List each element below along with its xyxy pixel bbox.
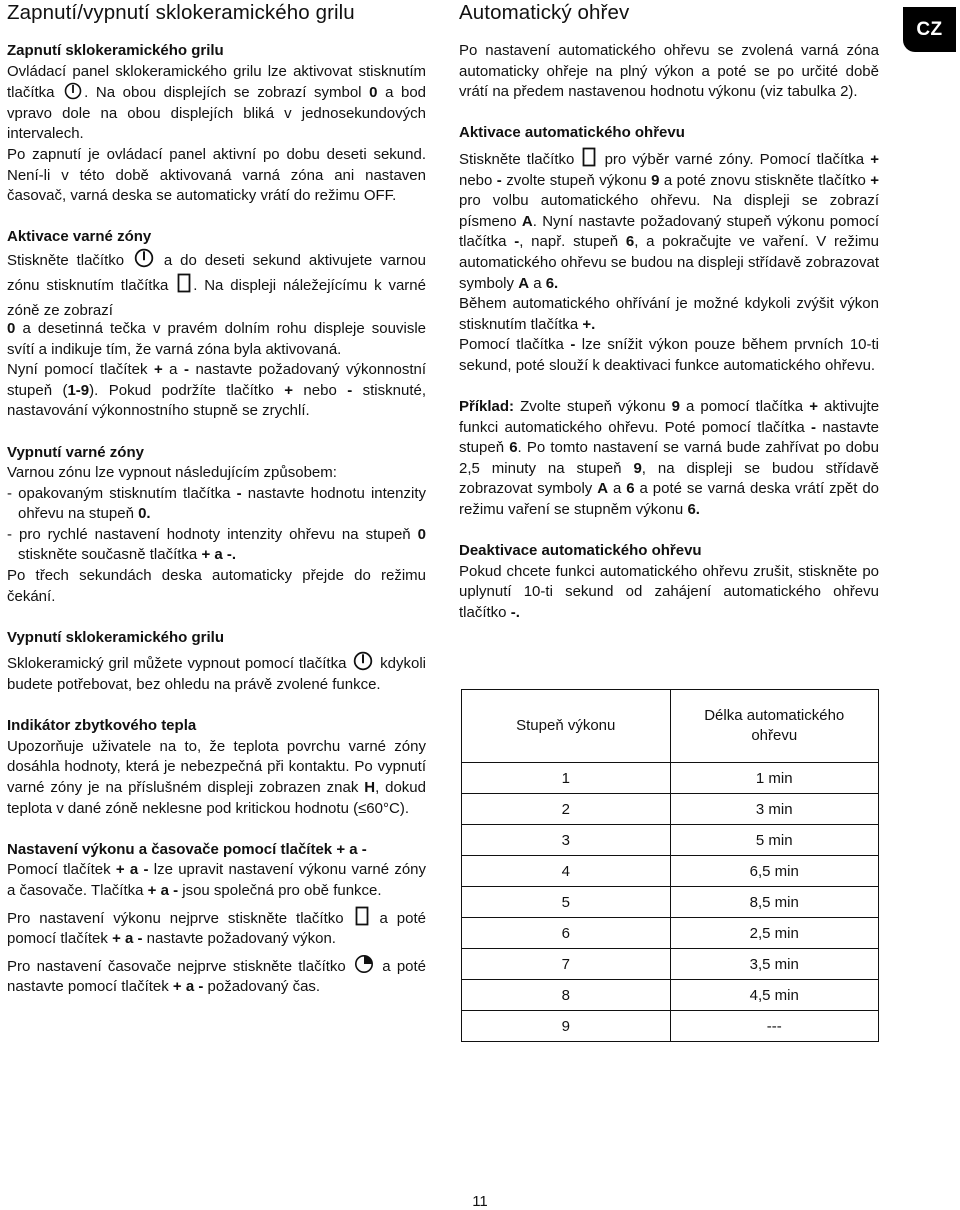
language-badge: CZ: [903, 7, 956, 52]
list-item: - pro rychlé nastavení hodnoty intenzity ohřevu na stupeň 0 stiskněte současně tlačítka + a -.: [7, 525, 426, 564]
power-icon: [64, 82, 82, 100]
table-cell: 2: [462, 794, 671, 825]
table-header-row: [462, 690, 879, 763]
table-header-cell: Délka automatického ohřevu: [670, 690, 879, 763]
paragraph: Po zapnutí je ovládací panel aktivní po dobu deseti sekund. Není-li v této době aktivovaná varná zóna ani nastaven časovač, varná deska se automaticky vrátí do režimu OFF.: [7, 145, 426, 205]
table-row: [462, 980, 879, 1011]
table-cell: 5 min: [670, 825, 879, 856]
paragraph: Upozorňuje uživatele na to, že teplota povrchu varné zóny dosáhla hodnoty, která je nebezpečná při kontaktu. Po vypnutí varné zóny je na příslušném displeji zobrazen znak H, dokud teplota v dané zóně neklesne pod kritickou hodnotu (≤60°C).: [7, 737, 426, 817]
table-cell: 3: [462, 825, 671, 856]
table-row: [462, 887, 879, 918]
table-row: [462, 794, 879, 825]
table-cell: 8,5 min: [670, 887, 879, 918]
power-icon: [134, 248, 154, 268]
table-cell: 1: [462, 763, 671, 794]
zone-select-icon: [582, 147, 596, 167]
paragraph: Pomocí tlačítek + a - lze upravit nastavení výkonu varné zóny a časovače. Tlačítka + a - jsou společná pro obě funkce.: [7, 861, 427, 899]
table-row: [462, 825, 879, 856]
paragraph: Nyní pomocí tlačítek + a - nastavte požadovaný výkonnostní stupeň (1-9). Pokud podržíte tlačítko + nebo - stisknuté, nastavování výkonnostního stupně se zrychlí.: [7, 361, 427, 420]
paragraph: Během automatického ohřívání je možné kdykoli zvýšit výkon stisknutím tlačítka +.: [459, 295, 879, 333]
table-cell: 4,5 min: [670, 980, 879, 1011]
paragraph: Ovládací panel sklokeramického grilu lze aktivovat stisknutím tlačítka . Na obou displejích se zobrazí symbol 0 a bod vpravo dole na obou displejích bliká v jednosekundových intervalech.: [7, 62, 427, 143]
zone-select-icon: [355, 906, 369, 926]
paragraph: Stiskněte tlačítko pro výběr varné zóny. Pomocí tlačítka + nebo - zvolte stupeň výkonu 9 a poté znovu stiskněte tlačítko + pro volbu automatického ohřevu. Na displeji se zobrazí písmeno A. Nyní nastavte požadovaný stupeň výkonu pomocí tlačítka -, např. stupeň 6, a pokračujte ve vaření. V režimu automatického ohřevu se budou na displeji střídavě zobrazovat symboly A a 6.: [459, 147, 879, 294]
section-heading-auto-activation: Aktivace automatického ohřevu: [459, 124, 685, 142]
auto-heat-table: [461, 689, 879, 1042]
table-cell: 6: [462, 918, 671, 949]
table-cell: 1 min: [670, 763, 879, 794]
zone-select-icon: [177, 273, 191, 293]
paragraph: 0 a desetinná tečka v pravém dolním rohu displeje souvisle svítí a indikuje tím, že varná zóna byla aktivovaná.: [7, 319, 426, 358]
table-row: [462, 856, 879, 887]
table-row: [462, 949, 879, 980]
table-cell: 8: [462, 980, 671, 1011]
table-cell: 3 min: [670, 794, 879, 825]
page-number: 11: [472, 1193, 488, 1210]
table-cell: 2,5 min: [670, 918, 879, 949]
list-item: - opakovaným stisknutím tlačítka - nastavte hodnotu intenzity ohřevu na stupeň 0.: [7, 484, 426, 523]
section-heading-power-timer: Nastavení výkonu a časovače pomocí tlačítek + a -: [7, 840, 367, 858]
left-column: [7, 0, 426, 998]
section-heading-zone-activation: Aktivace varné zóny: [7, 228, 152, 246]
page-title: Zapnutí/vypnutí sklokeramického grilu: [7, 1, 355, 24]
table-cell: 3,5 min: [670, 949, 879, 980]
table-header-cell: Stupeň výkonu: [462, 690, 671, 763]
section-heading-auto-deactivation: Deaktivace automatického ohřevu: [459, 542, 702, 560]
example-paragraph: Příklad: Zvolte stupeň výkonu 9 a pomocí tlačítka + aktivujte funkci automatického ohřevu. Poté pomocí tlačítka - nastavte stupeň 6. Po tomto nastavení se varná bude zahřívat po dobu 2,5 minuty na stupeň 9, na displeji se budou střídavě zobrazovat symboly A a 6 a poté se varná deska vrátí zpět do režimu vaření se stupněm výkonu 6.: [459, 398, 880, 519]
section-heading-zone-off: Vypnutí varné zóny: [7, 443, 144, 461]
table-cell: 4: [462, 856, 671, 887]
section-heading-grill-off: Vypnutí sklokeramického grilu: [7, 628, 225, 646]
paragraph: Sklokeramický gril můžete vypnout pomocí tlačítka kdykoli budete potřebovat, bez ohledu na právě zvolené funkce.: [7, 651, 426, 695]
table-cell: 7: [462, 949, 671, 980]
table-cell: 6,5 min: [670, 856, 879, 887]
table-cell: ---: [670, 1011, 879, 1042]
paragraph: Pro nastavení časovače nejprve stiskněte tlačítko a poté nastavte pomocí tlačítek + a - požadovaný čas.: [7, 954, 426, 998]
section-heading-residual-heat: Indikátor zbytkového tepla: [7, 717, 197, 735]
paragraph: Pokud chcete funkci automatického ohřevu zrušit, stiskněte po uplynutí 10-ti sekund od zahájení automatického ohřevu tlačítko -.: [459, 562, 879, 622]
right-column: [459, 0, 879, 624]
paragraph: Stiskněte tlačítko a do deseti sekund aktivujete varnou zónu stisknutím tlačítka . Na displeji náležejícímu k varné zóně ze zobrazí: [7, 248, 426, 323]
table-row: [462, 1011, 879, 1042]
paragraph: Po třech sekundách deska automaticky přejde do režimu čekání.: [7, 567, 426, 605]
table-cell: 5: [462, 887, 671, 918]
section-heading-grill-on: Zapnutí sklokeramického grilu: [7, 42, 224, 59]
paragraph: Po nastavení automatického ohřevu se zvolená varná zóna automaticky ohřeje na plný výkon a poté se po určité době vrátí na předem nastavenou hodnotu výkonu (viz tabulka 2).: [459, 42, 879, 101]
section-title-auto-heat: Automatický ohřev: [459, 1, 630, 24]
power-icon: [353, 651, 373, 671]
table-row: [462, 763, 879, 794]
paragraph: Pro nastavení výkonu nejprve stiskněte tlačítko a poté pomocí tlačítek + a - nastavte požadovaný výkon.: [7, 906, 426, 950]
table-row: [462, 918, 879, 949]
table-cell: 9: [462, 1011, 671, 1042]
paragraph: Varnou zónu lze vypnout následujícím způsobem:: [7, 464, 337, 482]
timer-icon: [354, 954, 374, 974]
paragraph: Pomocí tlačítka - lze snížit výkon pouze během prvních 10-ti sekund, poté slouží k deaktivaci funkce automatického ohřevu.: [459, 336, 880, 374]
